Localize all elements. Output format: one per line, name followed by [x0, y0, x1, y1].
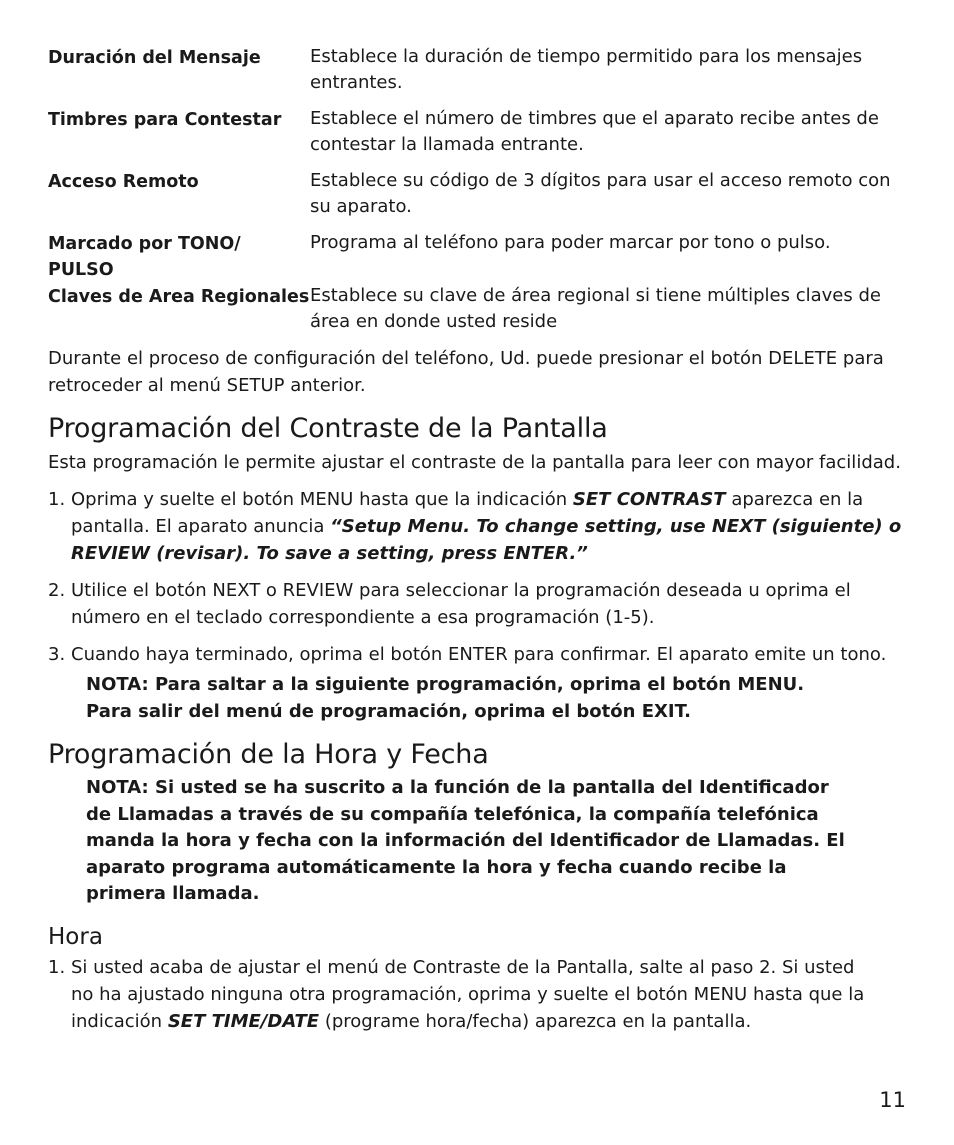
step-number: 1. [48, 489, 66, 510]
contrast-note [86, 672, 908, 725]
voice-prompt-quote: “Setup Menu. To change setting, use NEXT (siguiente) o REVIEW (revisar). To save a setting, press ENTER.” [71, 516, 902, 564]
note-line: Para salir del menú de programación, oprima el botón EXIT. [86, 700, 691, 722]
manual-page [48, 44, 908, 1045]
definition-description: Establece la duración de tiempo permitido para los mensajes entrantes. [310, 46, 863, 93]
step-number: 2. [48, 580, 66, 601]
definition-term: Timbres para Contestar [48, 110, 282, 130]
definition-description: Establece el número de timbres que el aparato recibe antes de contestar la llamada entrante. [310, 108, 879, 155]
hora-steps [48, 954, 908, 1035]
definition-description: Establece su código de 3 dígitos para usar el acceso remoto con su aparato. [310, 170, 891, 217]
step-number: 1. [48, 956, 66, 978]
step-text-part: Oprima y suelte el botón MENU hasta que la indicación [71, 489, 573, 510]
setup-delete-note: Durante el proceso de configuración del teléfono, Ud. puede presionar el botón DELETE para retroceder al menú SETUP anterior. [48, 348, 884, 396]
display-indication: SET TIME/DATE [167, 1010, 320, 1032]
contrast-step-1 [48, 486, 908, 567]
definition-term: Acceso Remoto [48, 172, 199, 192]
definition-term: Duración del Mensaje [48, 48, 261, 68]
contrast-step-3 [48, 641, 908, 668]
definition-description: Establece su clave de área regional si tiene múltiples claves de área en donde usted reside [310, 285, 881, 332]
step-text-part: (programe hora/fecha) aparezca en la pantalla. [319, 1010, 752, 1032]
step-text [71, 486, 908, 567]
page-number: 11 [879, 1088, 906, 1112]
step-text [71, 954, 908, 1035]
step-text-part: aparezca en la pantalla. El aparato anuncia [71, 489, 864, 537]
step-text: Utilice el botón NEXT o REVIEW para seleccionar la programación deseada u oprima el número en el teclado correspondiente a esa programación (1-5). [71, 580, 851, 628]
contrast-steps [48, 486, 908, 668]
step-text: Cuando haya terminado, oprima el botón ENTER para confirmar. El aparato emite un tono. [71, 644, 887, 665]
contrast-step-2 [48, 577, 908, 631]
hora-subtitle: Hora [48, 923, 103, 950]
step-text-part: Si usted acaba de ajustar el menú de Contraste de la Pantalla, salte al paso 2. Si usted no ha ajustado ninguna otra programación, oprima y suelte el botón MENU hasta que la indicación [71, 956, 865, 1032]
definition-term: Claves de Area Regionales [48, 287, 310, 307]
definition-term: Marcado por TONO/ PULSO [48, 234, 241, 280]
hora-step-1 [48, 954, 908, 1035]
contrast-intro: Esta programación le permite ajustar el contraste de la pantalla para leer con mayor facilidad. [48, 452, 901, 473]
definition-description: Programa al teléfono para poder marcar por tono o pulso. [310, 232, 831, 253]
datetime-section-title: Programación de la Hora y Fecha [48, 739, 489, 770]
datetime-note: NOTA: Si usted se ha suscrito a la función de la pantalla del Identificador de Llamadas a través de su compañía telefónica, la compañía telefónica manda la hora y fecha con la información del Identificador de Llamadas. El aparato programa automáticamente la hora y fecha cuando recibe la primera llamada. [86, 777, 845, 904]
display-indication: SET CONTRAST [572, 489, 726, 510]
contrast-section-title: Programación del Contraste de la Pantalla [48, 413, 608, 444]
note-line: NOTA: Para saltar a la siguiente programación, oprima el botón MENU. [86, 674, 805, 695]
step-number: 3. [48, 644, 66, 665]
settings-definition-table [48, 44, 908, 345]
